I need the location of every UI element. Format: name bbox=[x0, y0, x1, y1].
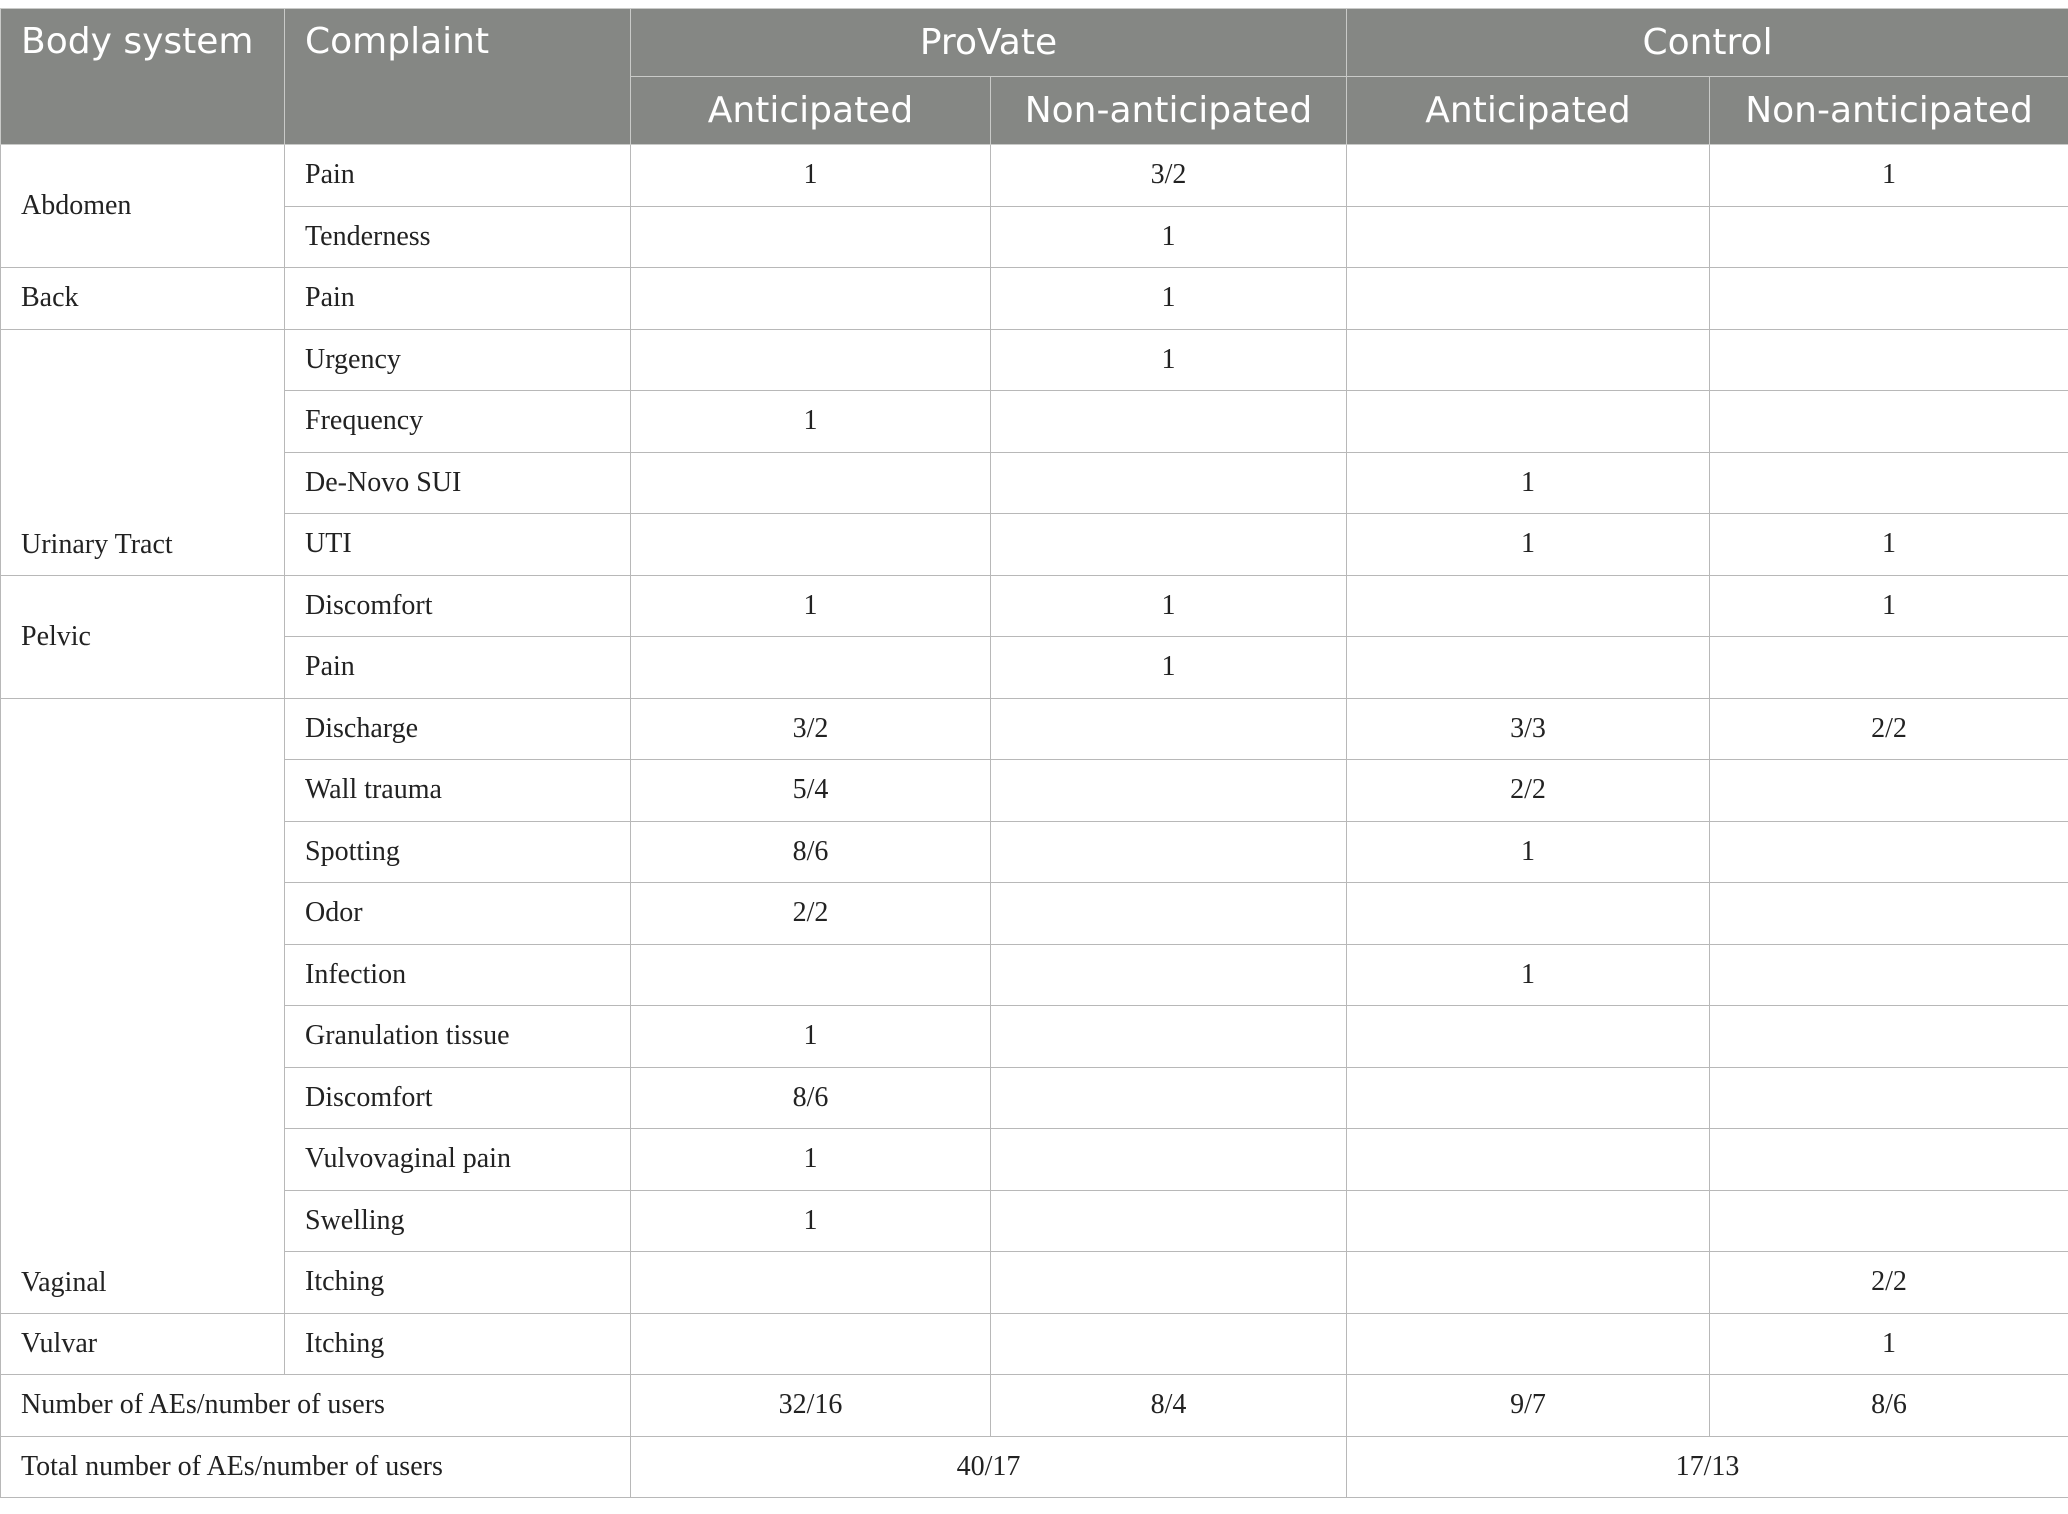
control-anticipated-cell: 1 bbox=[1347, 944, 1710, 1006]
provate-non-anticipated-cell bbox=[991, 821, 1347, 883]
summary-provate-non-anticipated: 8/4 bbox=[991, 1375, 1347, 1437]
control-anticipated-cell bbox=[1347, 575, 1710, 637]
table-row bbox=[1, 637, 2068, 699]
provate-non-anticipated-cell bbox=[991, 514, 1347, 576]
control-non-anticipated-cell: 2/2 bbox=[1710, 1252, 2068, 1314]
table-row bbox=[1, 883, 2068, 945]
complaint-cell: Itching bbox=[285, 1252, 631, 1314]
provate-non-anticipated-cell: 1 bbox=[991, 206, 1347, 268]
control-non-anticipated-cell: 1 bbox=[1710, 1313, 2068, 1375]
total-row bbox=[1, 1436, 2068, 1498]
control-non-anticipated-cell bbox=[1710, 760, 2068, 822]
control-anticipated-cell bbox=[1347, 145, 1710, 207]
header-provate-anticipated: Anticipated bbox=[631, 77, 991, 145]
provate-anticipated-cell bbox=[631, 452, 991, 514]
provate-anticipated-cell bbox=[631, 944, 991, 1006]
control-non-anticipated-cell bbox=[1710, 452, 2068, 514]
provate-non-anticipated-cell bbox=[991, 1129, 1347, 1191]
provate-anticipated-cell bbox=[631, 514, 991, 576]
summary-label: Number of AEs/number of users bbox=[1, 1375, 631, 1437]
control-non-anticipated-cell bbox=[1710, 1067, 2068, 1129]
provate-anticipated-cell bbox=[631, 1252, 991, 1314]
summary-provate-anticipated: 32/16 bbox=[631, 1375, 991, 1437]
adverse-events-table bbox=[0, 8, 2068, 1498]
table-row bbox=[1, 821, 2068, 883]
provate-non-anticipated-cell: 1 bbox=[991, 575, 1347, 637]
control-anticipated-cell bbox=[1347, 206, 1710, 268]
control-non-anticipated-cell bbox=[1710, 883, 2068, 945]
provate-non-anticipated-cell bbox=[991, 1067, 1347, 1129]
provate-non-anticipated-cell bbox=[991, 452, 1347, 514]
control-non-anticipated-cell: 1 bbox=[1710, 575, 2068, 637]
control-non-anticipated-cell: 2/2 bbox=[1710, 698, 2068, 760]
table-row bbox=[1, 1252, 2068, 1314]
provate-anticipated-cell bbox=[631, 329, 991, 391]
provate-anticipated-cell: 1 bbox=[631, 391, 991, 453]
summary-control-non-anticipated: 8/6 bbox=[1710, 1375, 2068, 1437]
control-anticipated-cell: 1 bbox=[1347, 452, 1710, 514]
total-label: Total number of AEs/number of users bbox=[1, 1436, 631, 1498]
provate-non-anticipated-cell bbox=[991, 760, 1347, 822]
provate-non-anticipated-cell bbox=[991, 1190, 1347, 1252]
control-anticipated-cell bbox=[1347, 883, 1710, 945]
complaint-cell: Discomfort bbox=[285, 1067, 631, 1129]
control-non-anticipated-cell bbox=[1710, 1190, 2068, 1252]
table-row bbox=[1, 1006, 2068, 1068]
header-body-system: Body system bbox=[1, 9, 285, 145]
table-row bbox=[1, 514, 2068, 576]
provate-anticipated-cell bbox=[631, 268, 991, 330]
table-row bbox=[1, 391, 2068, 453]
control-non-anticipated-cell bbox=[1710, 329, 2068, 391]
control-anticipated-cell: 1 bbox=[1347, 514, 1710, 576]
complaint-cell: Infection bbox=[285, 944, 631, 1006]
complaint-cell: Granulation tissue bbox=[285, 1006, 631, 1068]
provate-non-anticipated-cell: 1 bbox=[991, 268, 1347, 330]
complaint-cell: Itching bbox=[285, 1313, 631, 1375]
body-system-cell: Vaginal bbox=[1, 698, 285, 1313]
control-anticipated-cell bbox=[1347, 637, 1710, 699]
control-non-anticipated-cell bbox=[1710, 637, 2068, 699]
control-anticipated-cell bbox=[1347, 1190, 1710, 1252]
table-row bbox=[1, 329, 2068, 391]
control-non-anticipated-cell bbox=[1710, 821, 2068, 883]
table-row bbox=[1, 944, 2068, 1006]
body-system-cell: Vulvar bbox=[1, 1313, 285, 1375]
control-anticipated-cell: 2/2 bbox=[1347, 760, 1710, 822]
header-complaint: Complaint bbox=[285, 9, 631, 145]
table-row bbox=[1, 452, 2068, 514]
control-anticipated-cell bbox=[1347, 1313, 1710, 1375]
provate-anticipated-cell: 1 bbox=[631, 145, 991, 207]
complaint-cell: Pain bbox=[285, 268, 631, 330]
provate-anticipated-cell: 8/6 bbox=[631, 1067, 991, 1129]
table-row bbox=[1, 268, 2068, 330]
provate-non-anticipated-cell: 3/2 bbox=[991, 145, 1347, 207]
total-provate: 40/17 bbox=[631, 1436, 1347, 1498]
table-row bbox=[1, 698, 2068, 760]
provate-non-anticipated-cell bbox=[991, 1313, 1347, 1375]
control-non-anticipated-cell: 1 bbox=[1710, 514, 2068, 576]
complaint-cell: Tenderness bbox=[285, 206, 631, 268]
control-non-anticipated-cell bbox=[1710, 1129, 2068, 1191]
header-provate: ProVate bbox=[631, 9, 1347, 77]
table-row bbox=[1, 206, 2068, 268]
header-control: Control bbox=[1347, 9, 2068, 77]
control-anticipated-cell bbox=[1347, 329, 1710, 391]
complaint-cell: Pain bbox=[285, 145, 631, 207]
provate-anticipated-cell: 1 bbox=[631, 1006, 991, 1068]
provate-non-anticipated-cell: 1 bbox=[991, 637, 1347, 699]
summary-control-anticipated: 9/7 bbox=[1347, 1375, 1710, 1437]
table-row bbox=[1, 1129, 2068, 1191]
control-anticipated-cell bbox=[1347, 1129, 1710, 1191]
provate-anticipated-cell: 2/2 bbox=[631, 883, 991, 945]
provate-non-anticipated-cell bbox=[991, 698, 1347, 760]
table-row bbox=[1, 1313, 2068, 1375]
body-system-cell: Abdomen bbox=[1, 145, 285, 268]
table-row bbox=[1, 575, 2068, 637]
complaint-cell: Odor bbox=[285, 883, 631, 945]
provate-anticipated-cell: 3/2 bbox=[631, 698, 991, 760]
control-non-anticipated-cell bbox=[1710, 944, 2068, 1006]
provate-anticipated-cell bbox=[631, 637, 991, 699]
control-anticipated-cell: 1 bbox=[1347, 821, 1710, 883]
table-row bbox=[1, 1190, 2068, 1252]
table-row bbox=[1, 760, 2068, 822]
summary-row bbox=[1, 1375, 2068, 1437]
control-non-anticipated-cell: 1 bbox=[1710, 145, 2068, 207]
total-control: 17/13 bbox=[1347, 1436, 2068, 1498]
body-system-cell: Urinary Tract bbox=[1, 329, 285, 575]
provate-anticipated-cell: 1 bbox=[631, 1129, 991, 1191]
control-non-anticipated-cell bbox=[1710, 1006, 2068, 1068]
complaint-cell: Wall trauma bbox=[285, 760, 631, 822]
provate-anticipated-cell: 1 bbox=[631, 1190, 991, 1252]
table-row bbox=[1, 1067, 2068, 1129]
provate-anticipated-cell: 5/4 bbox=[631, 760, 991, 822]
control-anticipated-cell bbox=[1347, 391, 1710, 453]
control-non-anticipated-cell bbox=[1710, 391, 2068, 453]
provate-non-anticipated-cell: 1 bbox=[991, 329, 1347, 391]
control-anticipated-cell bbox=[1347, 1067, 1710, 1129]
complaint-cell: UTI bbox=[285, 514, 631, 576]
complaint-cell: Urgency bbox=[285, 329, 631, 391]
provate-non-anticipated-cell bbox=[991, 883, 1347, 945]
complaint-cell: Pain bbox=[285, 637, 631, 699]
body-system-cell: Back bbox=[1, 268, 285, 330]
provate-anticipated-cell bbox=[631, 206, 991, 268]
header-control-non-anticipated: Non-anticipated bbox=[1710, 77, 2068, 145]
body-system-cell: Pelvic bbox=[1, 575, 285, 698]
provate-non-anticipated-cell bbox=[991, 1006, 1347, 1068]
complaint-cell: Frequency bbox=[285, 391, 631, 453]
complaint-cell: Vulvovaginal pain bbox=[285, 1129, 631, 1191]
table-row bbox=[1, 145, 2068, 207]
header-control-anticipated: Anticipated bbox=[1347, 77, 1710, 145]
control-non-anticipated-cell bbox=[1710, 206, 2068, 268]
complaint-cell: Discomfort bbox=[285, 575, 631, 637]
control-non-anticipated-cell bbox=[1710, 268, 2068, 330]
provate-non-anticipated-cell bbox=[991, 944, 1347, 1006]
control-anticipated-cell bbox=[1347, 1252, 1710, 1314]
control-anticipated-cell bbox=[1347, 268, 1710, 330]
control-anticipated-cell: 3/3 bbox=[1347, 698, 1710, 760]
provate-anticipated-cell bbox=[631, 1313, 991, 1375]
complaint-cell: De-Novo SUI bbox=[285, 452, 631, 514]
control-anticipated-cell bbox=[1347, 1006, 1710, 1068]
header-provate-non-anticipated: Non-anticipated bbox=[991, 77, 1347, 145]
complaint-cell: Spotting bbox=[285, 821, 631, 883]
provate-anticipated-cell: 8/6 bbox=[631, 821, 991, 883]
provate-non-anticipated-cell bbox=[991, 391, 1347, 453]
complaint-cell: Swelling bbox=[285, 1190, 631, 1252]
provate-non-anticipated-cell bbox=[991, 1252, 1347, 1314]
complaint-cell: Discharge bbox=[285, 698, 631, 760]
provate-anticipated-cell: 1 bbox=[631, 575, 991, 637]
